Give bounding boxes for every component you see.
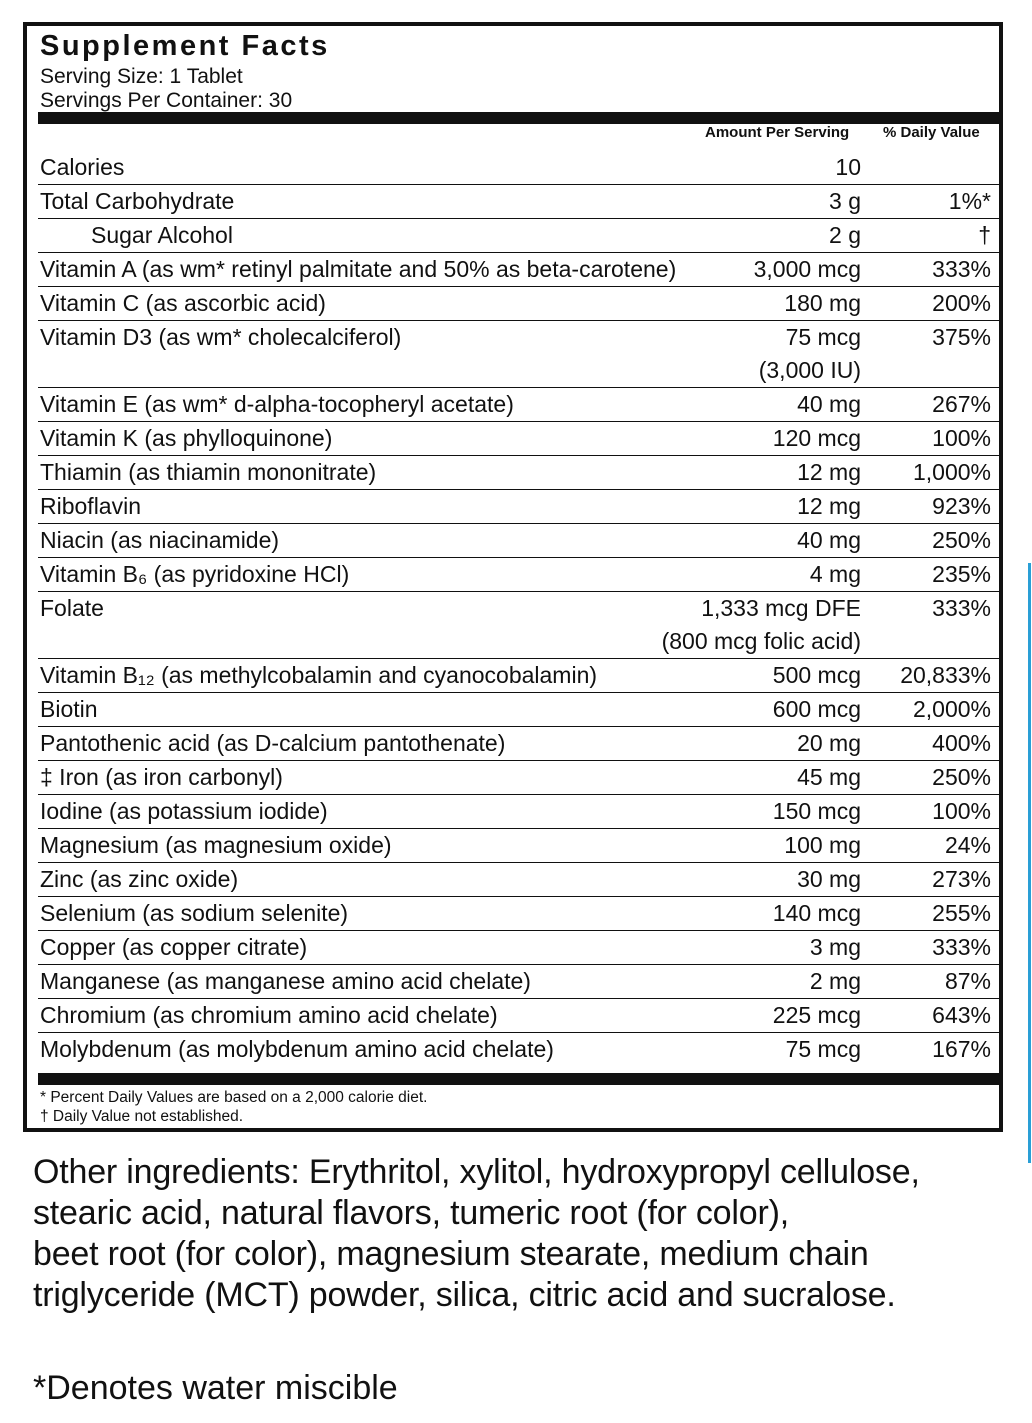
- nutrient-name: Riboflavin: [40, 493, 141, 519]
- nutrient-name: Calories: [40, 154, 125, 180]
- nutrient-name: Thiamin (as thiamin mononitrate): [40, 459, 377, 485]
- table-row: [38, 897, 1000, 931]
- table-row: [38, 219, 1000, 253]
- nutrient-daily-value: 1,000%: [912, 459, 991, 485]
- nutrient-daily-value: 250%: [932, 527, 991, 553]
- nutrient-amount-secondary: (800 mcg folic acid): [661, 628, 861, 654]
- nutrient-amount: 225 mcg: [772, 1002, 861, 1028]
- nutrient-daily-value: 333%: [932, 595, 991, 621]
- nutrient-amount: 75 mcg: [785, 324, 861, 350]
- nutrient-amount: 75 mcg: [785, 1036, 861, 1062]
- nutrient-name: Total Carbohydrate: [40, 188, 235, 214]
- footnote-not-established: † Daily Value not established.: [40, 1108, 244, 1125]
- nutrient-amount: 180 mg: [784, 290, 861, 316]
- nutrient-name: Vitamin A (as wm* retinyl palmitate and 50% as beta-carotene): [40, 256, 677, 282]
- table-row: [38, 795, 1000, 829]
- table-row: [38, 456, 1000, 490]
- amount-column-header: Amount Per Serving: [705, 124, 850, 141]
- nutrient-daily-value: 87%: [944, 968, 991, 994]
- footnote-percent-dv: * Percent Daily Values are based on a 2,000 calorie diet.: [40, 1089, 428, 1106]
- table-row: [38, 558, 1000, 592]
- table-row: [38, 1033, 1000, 1066]
- nutrient-amount: 2 g: [829, 222, 861, 248]
- nutrient-amount: 20 mg: [797, 730, 861, 756]
- nutrient-name: Niacin (as niacinamide): [40, 527, 280, 553]
- supplement-facts-panel: [23, 22, 1003, 1132]
- table-row: [38, 659, 1000, 693]
- nutrient-name: Iodine (as potassium iodide): [40, 798, 328, 824]
- table-row: [38, 727, 1000, 761]
- nutrient-name: Copper (as copper citrate): [40, 934, 308, 960]
- other-ingredients-line: triglyceride (MCT) powder, silica, citric acid and sucralose.: [33, 1276, 896, 1314]
- table-row: [38, 490, 1000, 524]
- nutrient-name: Zinc (as zinc oxide): [40, 866, 239, 892]
- nutrient-daily-value: 2,000%: [912, 696, 991, 722]
- table-row: [38, 253, 1000, 287]
- table-row: [38, 761, 1000, 795]
- nutrient-daily-value: 250%: [932, 764, 991, 790]
- table-row: [38, 829, 1000, 863]
- table-row: [38, 999, 1000, 1033]
- nutrient-amount: 40 mg: [797, 391, 861, 417]
- nutrient-name: Biotin: [40, 696, 98, 722]
- nutrient-daily-value: 20,833%: [900, 662, 991, 688]
- nutrient-daily-value: 200%: [932, 290, 991, 316]
- nutrient-amount: 45 mg: [797, 764, 861, 790]
- nutrient-amount: 12 mg: [797, 459, 861, 485]
- water-miscible-note: *Denotes water miscible: [33, 1369, 398, 1407]
- nutrient-daily-value: 267%: [932, 391, 991, 417]
- daily-value-column-header: % Daily Value: [883, 124, 980, 141]
- other-ingredients: [33, 1152, 1008, 1316]
- nutrient-daily-value: 100%: [932, 798, 991, 824]
- table-row: [38, 321, 1000, 388]
- nutrient-daily-value: 100%: [932, 425, 991, 451]
- nutrient-daily-value: 24%: [944, 832, 991, 858]
- table-row: [38, 965, 1000, 999]
- nutrient-name: Vitamin B₁₂ (as methylcobalamin and cyanocobalamin): [40, 662, 598, 688]
- nutrient-name: Vitamin C (as ascorbic acid): [40, 290, 326, 316]
- table-row: [38, 388, 1000, 422]
- nutrient-name: Manganese (as manganese amino acid chelate): [40, 968, 531, 994]
- other-ingredients-line: Other ingredients: Erythritol, xylitol, hydroxypropyl cellulose,: [33, 1153, 920, 1191]
- nutrient-amount: 40 mg: [797, 527, 861, 553]
- other-ingredients-line: beet root (for color), magnesium stearate, medium chain: [33, 1235, 869, 1273]
- table-row: [38, 185, 1000, 219]
- nutrient-amount: 500 mcg: [772, 662, 861, 688]
- table-row: [38, 422, 1000, 456]
- nutrient-amount: 30 mg: [797, 866, 861, 892]
- servings-per-container: Servings Per Container: 30: [40, 89, 293, 112]
- nutrient-amount: 600 mcg: [772, 696, 861, 722]
- panel-title: Supplement Facts: [40, 30, 330, 62]
- nutrient-name: Vitamin K (as phylloquinone): [40, 425, 333, 451]
- nutrient-amount-secondary: (3,000 IU): [758, 357, 861, 383]
- nutrient-amount: 2 mg: [809, 968, 861, 994]
- nutrient-name: ‡ Iron (as iron carbonyl): [40, 764, 283, 790]
- nutrient-daily-value: 333%: [932, 256, 991, 282]
- nutrient-daily-value: 273%: [932, 866, 991, 892]
- table-row: [38, 524, 1000, 558]
- nutrient-amount: 3,000 mcg: [753, 256, 861, 282]
- nutrient-daily-value: 255%: [932, 900, 991, 926]
- table-row: [38, 693, 1000, 727]
- nutrient-amount: 4 mg: [809, 561, 861, 587]
- nutrient-name: Chromium (as chromium amino acid chelate): [40, 1002, 498, 1028]
- nutrient-amount: 12 mg: [797, 493, 861, 519]
- nutrient-name: Magnesium (as magnesium oxide): [40, 832, 392, 858]
- nutrient-daily-value: 167%: [932, 1036, 991, 1062]
- table-row: [38, 931, 1000, 965]
- nutrient-daily-value: 333%: [932, 934, 991, 960]
- serving-size: Serving Size: 1 Tablet: [40, 65, 243, 88]
- table-row: [38, 287, 1000, 321]
- nutrient-name: Molybdenum (as molybdenum amino acid chelate): [40, 1036, 554, 1062]
- nutrient-amount: 1,333 mcg DFE: [701, 595, 861, 621]
- nutrient-amount: 3 mg: [809, 934, 861, 960]
- nutrient-amount: 10: [835, 154, 861, 180]
- table-row: [38, 592, 1000, 659]
- nutrient-daily-value: 643%: [932, 1002, 991, 1028]
- nutrient-daily-value: 923%: [932, 493, 991, 519]
- nutrient-daily-value: 235%: [932, 561, 991, 587]
- nutrient-amount: 3 g: [829, 188, 861, 214]
- header-divider: [38, 112, 1000, 124]
- edge-accent-line: [1028, 563, 1031, 1163]
- table-row: [38, 863, 1000, 897]
- nutrient-name: Vitamin B₆ (as pyridoxine HCl): [40, 561, 350, 587]
- nutrient-amount: 100 mg: [784, 832, 861, 858]
- nutrient-daily-value: †: [978, 222, 991, 248]
- nutrient-name: Vitamin D3 (as wm* cholecalciferol): [40, 324, 402, 350]
- nutrient-name: Vitamin E (as wm* d-alpha-tocopheryl acetate): [40, 391, 514, 417]
- nutrient-daily-value: 375%: [932, 324, 991, 350]
- nutrient-amount: 120 mcg: [772, 425, 861, 451]
- nutrient-name: Selenium (as sodium selenite): [40, 900, 349, 926]
- nutrient-amount: 150 mcg: [772, 798, 861, 824]
- nutrient-name: Sugar Alcohol: [91, 222, 233, 248]
- nutrient-daily-value: 400%: [932, 730, 991, 756]
- footer-divider: [38, 1073, 1000, 1085]
- other-ingredients-line: stearic acid, natural flavors, tumeric root (for color),: [33, 1194, 789, 1232]
- nutrient-amount: 140 mcg: [772, 900, 861, 926]
- nutrient-name: Folate: [40, 595, 104, 621]
- nutrient-table: [38, 151, 1000, 1066]
- nutrient-daily-value: 1%*: [948, 188, 991, 214]
- nutrient-name: Pantothenic acid (as D-calcium pantothenate): [40, 730, 506, 756]
- table-row: [38, 151, 1000, 185]
